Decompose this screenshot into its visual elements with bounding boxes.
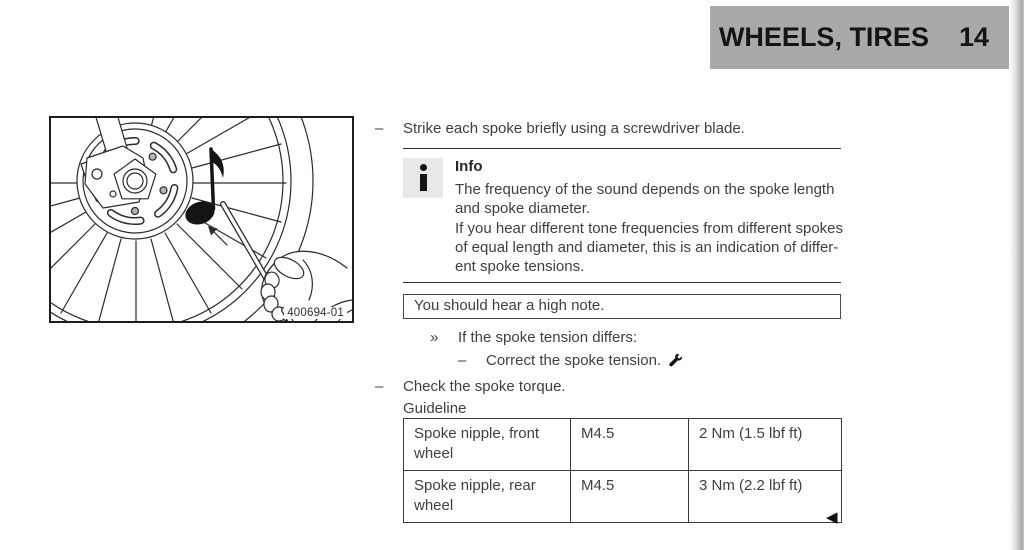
wheel-illustration-art bbox=[51, 118, 352, 321]
table-cell-size: M4.5 bbox=[571, 471, 689, 523]
info-title: Info bbox=[455, 158, 483, 175]
info-line: ent spoke tensions. bbox=[455, 258, 585, 275]
table-row bbox=[404, 471, 842, 523]
info-icon bbox=[403, 158, 443, 198]
info-line: The frequency of the sound depends on the spoke length bbox=[455, 181, 835, 198]
condition-text: If the spoke tension differs: bbox=[458, 329, 637, 346]
action-step bbox=[486, 351, 682, 372]
step-check-torque-text: Check the spoke torque. bbox=[403, 378, 566, 395]
figure-reference-code: 400694-01 bbox=[284, 307, 347, 319]
continuation-arrow-icon: ◀ bbox=[826, 509, 838, 526]
info-line: If you hear different tone frequencies from different spokes bbox=[455, 220, 844, 237]
chapter-header bbox=[710, 6, 1009, 69]
action-marker: – bbox=[458, 352, 467, 369]
page-edge-shadow bbox=[1009, 0, 1024, 550]
step-strike-marker: – bbox=[375, 120, 384, 137]
result-box: You should hear a high note. bbox=[403, 294, 841, 319]
chapter-title: WHEELS, TIRES bbox=[718, 22, 929, 52]
figure-spoke-check bbox=[49, 116, 354, 323]
info-icon-dot bbox=[420, 164, 427, 171]
separator-line-top bbox=[403, 148, 841, 149]
guideline-label: Guideline bbox=[403, 400, 467, 417]
table-cell-item: Spoke nipple, front wheel bbox=[404, 419, 571, 471]
action-text: Correct the spoke tension. bbox=[486, 352, 662, 369]
step-strike-text: Strike each spoke briefly using a screwdriver blade. bbox=[403, 120, 745, 137]
table-cell-size: M4.5 bbox=[571, 419, 689, 471]
condition-marker: » bbox=[430, 329, 439, 346]
wrench-icon bbox=[668, 353, 682, 372]
separator-line-bottom bbox=[403, 282, 841, 283]
info-icon-bar bbox=[420, 174, 427, 191]
page-number: 14 bbox=[958, 22, 989, 52]
step-check-torque-marker: – bbox=[375, 378, 384, 395]
table-cell-torque: 2 Nm (1.5 lbf ft) bbox=[689, 419, 842, 471]
table-cell-torque: 3 Nm (2.2 lbf ft) bbox=[689, 471, 842, 523]
table-cell-item: Spoke nipple, rear wheel bbox=[404, 471, 571, 523]
table-row bbox=[404, 419, 842, 471]
info-line: of equal length and diameter, this is an indication of differ- bbox=[455, 239, 839, 256]
torque-table bbox=[403, 418, 842, 526]
info-line: and spoke diameter. bbox=[455, 200, 591, 217]
